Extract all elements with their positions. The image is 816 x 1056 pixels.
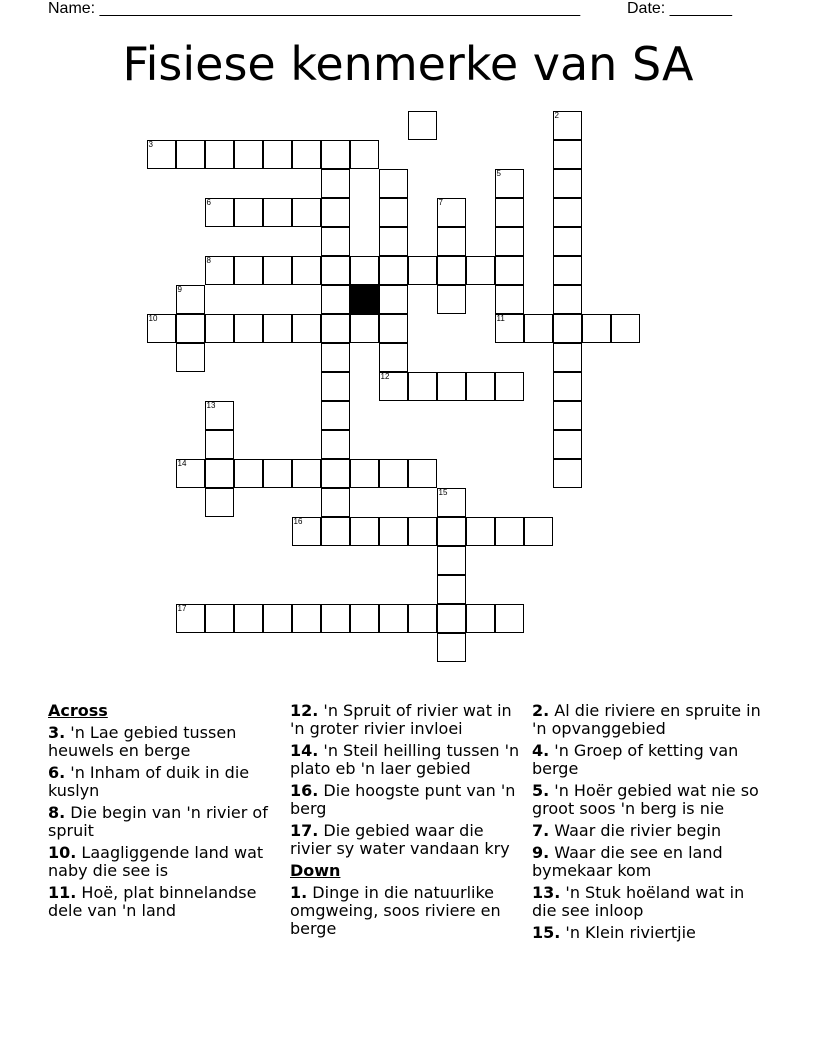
clue-number: 12 bbox=[380, 371, 390, 381]
grid-cell[interactable] bbox=[176, 140, 205, 169]
grid-cell[interactable] bbox=[553, 314, 582, 343]
clue-text: Die gebied waar die rivier sy water vandaan kry bbox=[290, 821, 510, 858]
grid-cell[interactable] bbox=[408, 111, 437, 140]
clue-number: 5 bbox=[496, 168, 501, 178]
clue-number: 3. bbox=[48, 723, 66, 742]
grid-cell[interactable] bbox=[408, 517, 437, 546]
grid-cell[interactable] bbox=[379, 372, 408, 401]
grid-cell[interactable] bbox=[553, 198, 582, 227]
grid-cell[interactable] bbox=[553, 140, 582, 169]
clue-text: Waar die rivier begin bbox=[549, 821, 722, 840]
grid-cell[interactable] bbox=[321, 430, 350, 459]
clue-number: 10 bbox=[148, 313, 158, 323]
clue-number: 15 bbox=[438, 487, 448, 497]
grid-cell[interactable] bbox=[292, 256, 321, 285]
across-heading: Across bbox=[48, 701, 108, 720]
grid-cell[interactable] bbox=[495, 227, 524, 256]
date-label: Date: _______ bbox=[627, 0, 732, 17]
clue-number: 16. bbox=[290, 781, 319, 800]
grid-cell[interactable] bbox=[263, 140, 292, 169]
grid-cell[interactable] bbox=[292, 314, 321, 343]
clue-number: 6. bbox=[48, 763, 66, 782]
clue-number: 13 bbox=[206, 400, 216, 410]
clue-number: 8. bbox=[48, 803, 66, 822]
grid-cell[interactable] bbox=[176, 314, 205, 343]
grid-cell[interactable] bbox=[205, 401, 234, 430]
grid-cell[interactable] bbox=[205, 459, 234, 488]
grid-cell[interactable] bbox=[321, 256, 350, 285]
grid-cell[interactable] bbox=[321, 488, 350, 517]
grid-cell[interactable] bbox=[495, 372, 524, 401]
clue-text: 'n Lae gebied tussen heuwels en berge bbox=[48, 723, 237, 760]
grid-cell[interactable] bbox=[437, 546, 466, 575]
grid-cell[interactable] bbox=[205, 430, 234, 459]
grid-cell[interactable] bbox=[437, 372, 466, 401]
clue-item bbox=[290, 822, 522, 858]
black-cell bbox=[350, 285, 379, 314]
clue-number: 15. bbox=[532, 923, 561, 942]
grid-cell[interactable] bbox=[292, 140, 321, 169]
clue-text: 'n Inham of duik in die kuslyn bbox=[48, 763, 250, 800]
grid-cell[interactable] bbox=[437, 256, 466, 285]
clue-number: 11 bbox=[496, 313, 505, 323]
grid-cell[interactable] bbox=[524, 517, 553, 546]
clue-text: 'n Spruit of rivier wat in 'n groter rivier invloei bbox=[290, 701, 512, 738]
grid-cell[interactable] bbox=[321, 140, 350, 169]
grid-cell[interactable] bbox=[321, 517, 350, 546]
clue-item bbox=[48, 804, 278, 840]
grid-cell[interactable] bbox=[234, 140, 263, 169]
grid-cell[interactable] bbox=[408, 604, 437, 633]
grid-cell[interactable] bbox=[350, 517, 379, 546]
grid-cell[interactable] bbox=[437, 285, 466, 314]
clue-item bbox=[290, 884, 522, 938]
grid-cell[interactable] bbox=[321, 227, 350, 256]
grid-cell[interactable] bbox=[379, 314, 408, 343]
clue-number: 2. bbox=[532, 701, 550, 720]
grid-cell[interactable] bbox=[379, 256, 408, 285]
grid-cell[interactable] bbox=[553, 111, 582, 140]
grid-cell[interactable] bbox=[437, 633, 466, 662]
grid-cell[interactable] bbox=[553, 401, 582, 430]
grid-cell[interactable] bbox=[553, 169, 582, 198]
clue-number: 10. bbox=[48, 843, 77, 862]
clue-item bbox=[532, 702, 762, 738]
grid-cell[interactable] bbox=[350, 604, 379, 633]
grid-cell[interactable] bbox=[379, 169, 408, 198]
grid-cell[interactable] bbox=[524, 314, 553, 343]
grid-cell[interactable] bbox=[205, 604, 234, 633]
grid-cell[interactable] bbox=[205, 140, 234, 169]
clue-number: 17. bbox=[290, 821, 319, 840]
grid-cell[interactable] bbox=[408, 372, 437, 401]
grid-cell[interactable] bbox=[437, 517, 466, 546]
clue-item bbox=[290, 742, 522, 778]
grid-cell[interactable] bbox=[466, 517, 495, 546]
grid-cell[interactable] bbox=[379, 227, 408, 256]
clue-number: 3 bbox=[148, 139, 153, 149]
clue-text: Dinge in die natuurlike omgweing, soos riviere en berge bbox=[290, 883, 501, 938]
grid-cell[interactable] bbox=[234, 604, 263, 633]
grid-cell[interactable] bbox=[321, 285, 350, 314]
clue-item bbox=[48, 724, 278, 760]
clue-number: 7. bbox=[532, 821, 550, 840]
grid-cell[interactable] bbox=[437, 198, 466, 227]
clue-item bbox=[290, 702, 522, 738]
clue-text: Waar die see en land bymekaar kom bbox=[532, 843, 723, 880]
grid-cell[interactable] bbox=[553, 285, 582, 314]
clue-text: Laagliggende land wat naby die see is bbox=[48, 843, 264, 880]
clue-text: Hoë, plat binnelandse dele van 'n land bbox=[48, 883, 257, 920]
grid-cell[interactable] bbox=[234, 459, 263, 488]
grid-cell[interactable] bbox=[292, 459, 321, 488]
clue-number: 2 bbox=[554, 110, 559, 120]
grid-cell[interactable] bbox=[292, 604, 321, 633]
grid-cell[interactable] bbox=[321, 169, 350, 198]
name-label: Name: ______________________________________________________ bbox=[48, 0, 581, 17]
grid-cell[interactable] bbox=[379, 343, 408, 372]
grid-cell[interactable] bbox=[350, 140, 379, 169]
grid-cell[interactable] bbox=[176, 343, 205, 372]
grid-cell[interactable] bbox=[553, 256, 582, 285]
clue-text: 'n Klein riviertjie bbox=[560, 923, 696, 942]
grid-cell[interactable] bbox=[495, 256, 524, 285]
grid-cell[interactable] bbox=[437, 227, 466, 256]
grid-cell[interactable] bbox=[466, 256, 495, 285]
grid-cell[interactable] bbox=[147, 314, 176, 343]
grid-cell[interactable] bbox=[379, 285, 408, 314]
clue-item bbox=[290, 782, 522, 818]
grid-cell[interactable] bbox=[379, 459, 408, 488]
clue-item bbox=[532, 742, 762, 778]
grid-cell[interactable] bbox=[379, 604, 408, 633]
clue-number: 5. bbox=[532, 781, 550, 800]
clue-number: 14. bbox=[290, 741, 319, 760]
clue-item bbox=[532, 782, 762, 818]
grid-cell[interactable] bbox=[147, 140, 176, 169]
down-heading: Down bbox=[290, 861, 341, 880]
clue-number: 13. bbox=[532, 883, 561, 902]
grid-cell[interactable] bbox=[234, 256, 263, 285]
grid-cell[interactable] bbox=[292, 198, 321, 227]
clue-item bbox=[48, 764, 278, 800]
grid-cell[interactable] bbox=[321, 604, 350, 633]
clue-number: 7 bbox=[438, 197, 443, 207]
grid-cell[interactable] bbox=[495, 517, 524, 546]
clue-item bbox=[532, 822, 762, 840]
clue-item bbox=[532, 924, 762, 942]
clue-number: 1. bbox=[290, 883, 308, 902]
grid-cell[interactable] bbox=[553, 459, 582, 488]
clue-item bbox=[48, 844, 278, 880]
grid-cell[interactable] bbox=[495, 169, 524, 198]
clue-item bbox=[532, 884, 762, 920]
grid-cell[interactable] bbox=[263, 314, 292, 343]
clue-number: 11. bbox=[48, 883, 77, 902]
grid-cell[interactable] bbox=[553, 227, 582, 256]
clue-number: 8 bbox=[206, 255, 211, 265]
grid-cell[interactable] bbox=[321, 459, 350, 488]
clue-text: Die hoogste punt van 'n berg bbox=[290, 781, 516, 818]
grid-cell[interactable] bbox=[611, 314, 640, 343]
clue-item bbox=[532, 844, 762, 880]
clue-number: 17 bbox=[177, 603, 187, 613]
grid-cell[interactable] bbox=[321, 343, 350, 372]
clue-text: 'n Hoër gebied wat nie so groot soos 'n berg is nie bbox=[532, 781, 759, 818]
grid-cell[interactable] bbox=[437, 604, 466, 633]
grid-cell[interactable] bbox=[176, 604, 205, 633]
clue-number: 16 bbox=[293, 516, 303, 526]
grid-cell[interactable] bbox=[437, 488, 466, 517]
clue-text: 'n Steil heilling tussen 'n plato eb 'n laer gebied bbox=[290, 741, 520, 778]
grid-cell[interactable] bbox=[234, 314, 263, 343]
grid-cell[interactable] bbox=[350, 459, 379, 488]
clue-text: Die begin van 'n rivier of spruit bbox=[48, 803, 268, 840]
clue-number: 14 bbox=[177, 458, 187, 468]
grid-cell[interactable] bbox=[408, 256, 437, 285]
page-title: Fisiese kenmerke van SA bbox=[122, 37, 694, 91]
grid-cell[interactable] bbox=[553, 372, 582, 401]
clue-number: 4. bbox=[532, 741, 550, 760]
grid-cell[interactable] bbox=[350, 256, 379, 285]
grid-cell[interactable] bbox=[263, 198, 292, 227]
grid-cell[interactable] bbox=[553, 343, 582, 372]
grid-cell[interactable] bbox=[350, 314, 379, 343]
grid-cell[interactable] bbox=[495, 314, 524, 343]
clue-number: 12. bbox=[290, 701, 319, 720]
clue-text: Al die riviere en spruite in 'n opvanggebied bbox=[532, 701, 761, 738]
clues-column-1 bbox=[48, 702, 278, 924]
grid-cell[interactable] bbox=[379, 198, 408, 227]
grid-cell[interactable] bbox=[263, 604, 292, 633]
grid-cell[interactable] bbox=[321, 198, 350, 227]
clue-number: 6 bbox=[206, 197, 211, 207]
grid-cell[interactable] bbox=[321, 401, 350, 430]
grid-cell[interactable] bbox=[466, 372, 495, 401]
clue-text: 'n Groep of ketting van berge bbox=[532, 741, 739, 778]
grid-cell[interactable] bbox=[495, 198, 524, 227]
grid-cell[interactable] bbox=[321, 314, 350, 343]
grid-cell[interactable] bbox=[437, 575, 466, 604]
grid-cell[interactable] bbox=[495, 604, 524, 633]
grid-cell[interactable] bbox=[553, 430, 582, 459]
clue-number: 9. bbox=[532, 843, 550, 862]
grid-cell[interactable] bbox=[321, 372, 350, 401]
clue-number: 9 bbox=[177, 284, 182, 294]
grid-cell[interactable] bbox=[176, 459, 205, 488]
grid-cell[interactable] bbox=[205, 314, 234, 343]
clues-column-3 bbox=[532, 702, 762, 946]
grid-cell[interactable] bbox=[263, 459, 292, 488]
grid-cell[interactable] bbox=[379, 517, 408, 546]
grid-cell[interactable] bbox=[176, 285, 205, 314]
grid-cell[interactable] bbox=[408, 459, 437, 488]
grid-cell[interactable] bbox=[263, 256, 292, 285]
grid-cell[interactable] bbox=[495, 285, 524, 314]
grid-cell[interactable] bbox=[292, 517, 321, 546]
grid-cell[interactable] bbox=[205, 198, 234, 227]
grid-cell[interactable] bbox=[582, 314, 611, 343]
grid-cell[interactable] bbox=[205, 488, 234, 517]
clue-text: 'n Stuk hoëland wat in die see inloop bbox=[532, 883, 745, 920]
clue-item bbox=[48, 884, 278, 920]
clues-column-2 bbox=[290, 702, 522, 942]
grid-cell[interactable] bbox=[466, 604, 495, 633]
grid-cell[interactable] bbox=[205, 256, 234, 285]
grid-cell[interactable] bbox=[234, 198, 263, 227]
